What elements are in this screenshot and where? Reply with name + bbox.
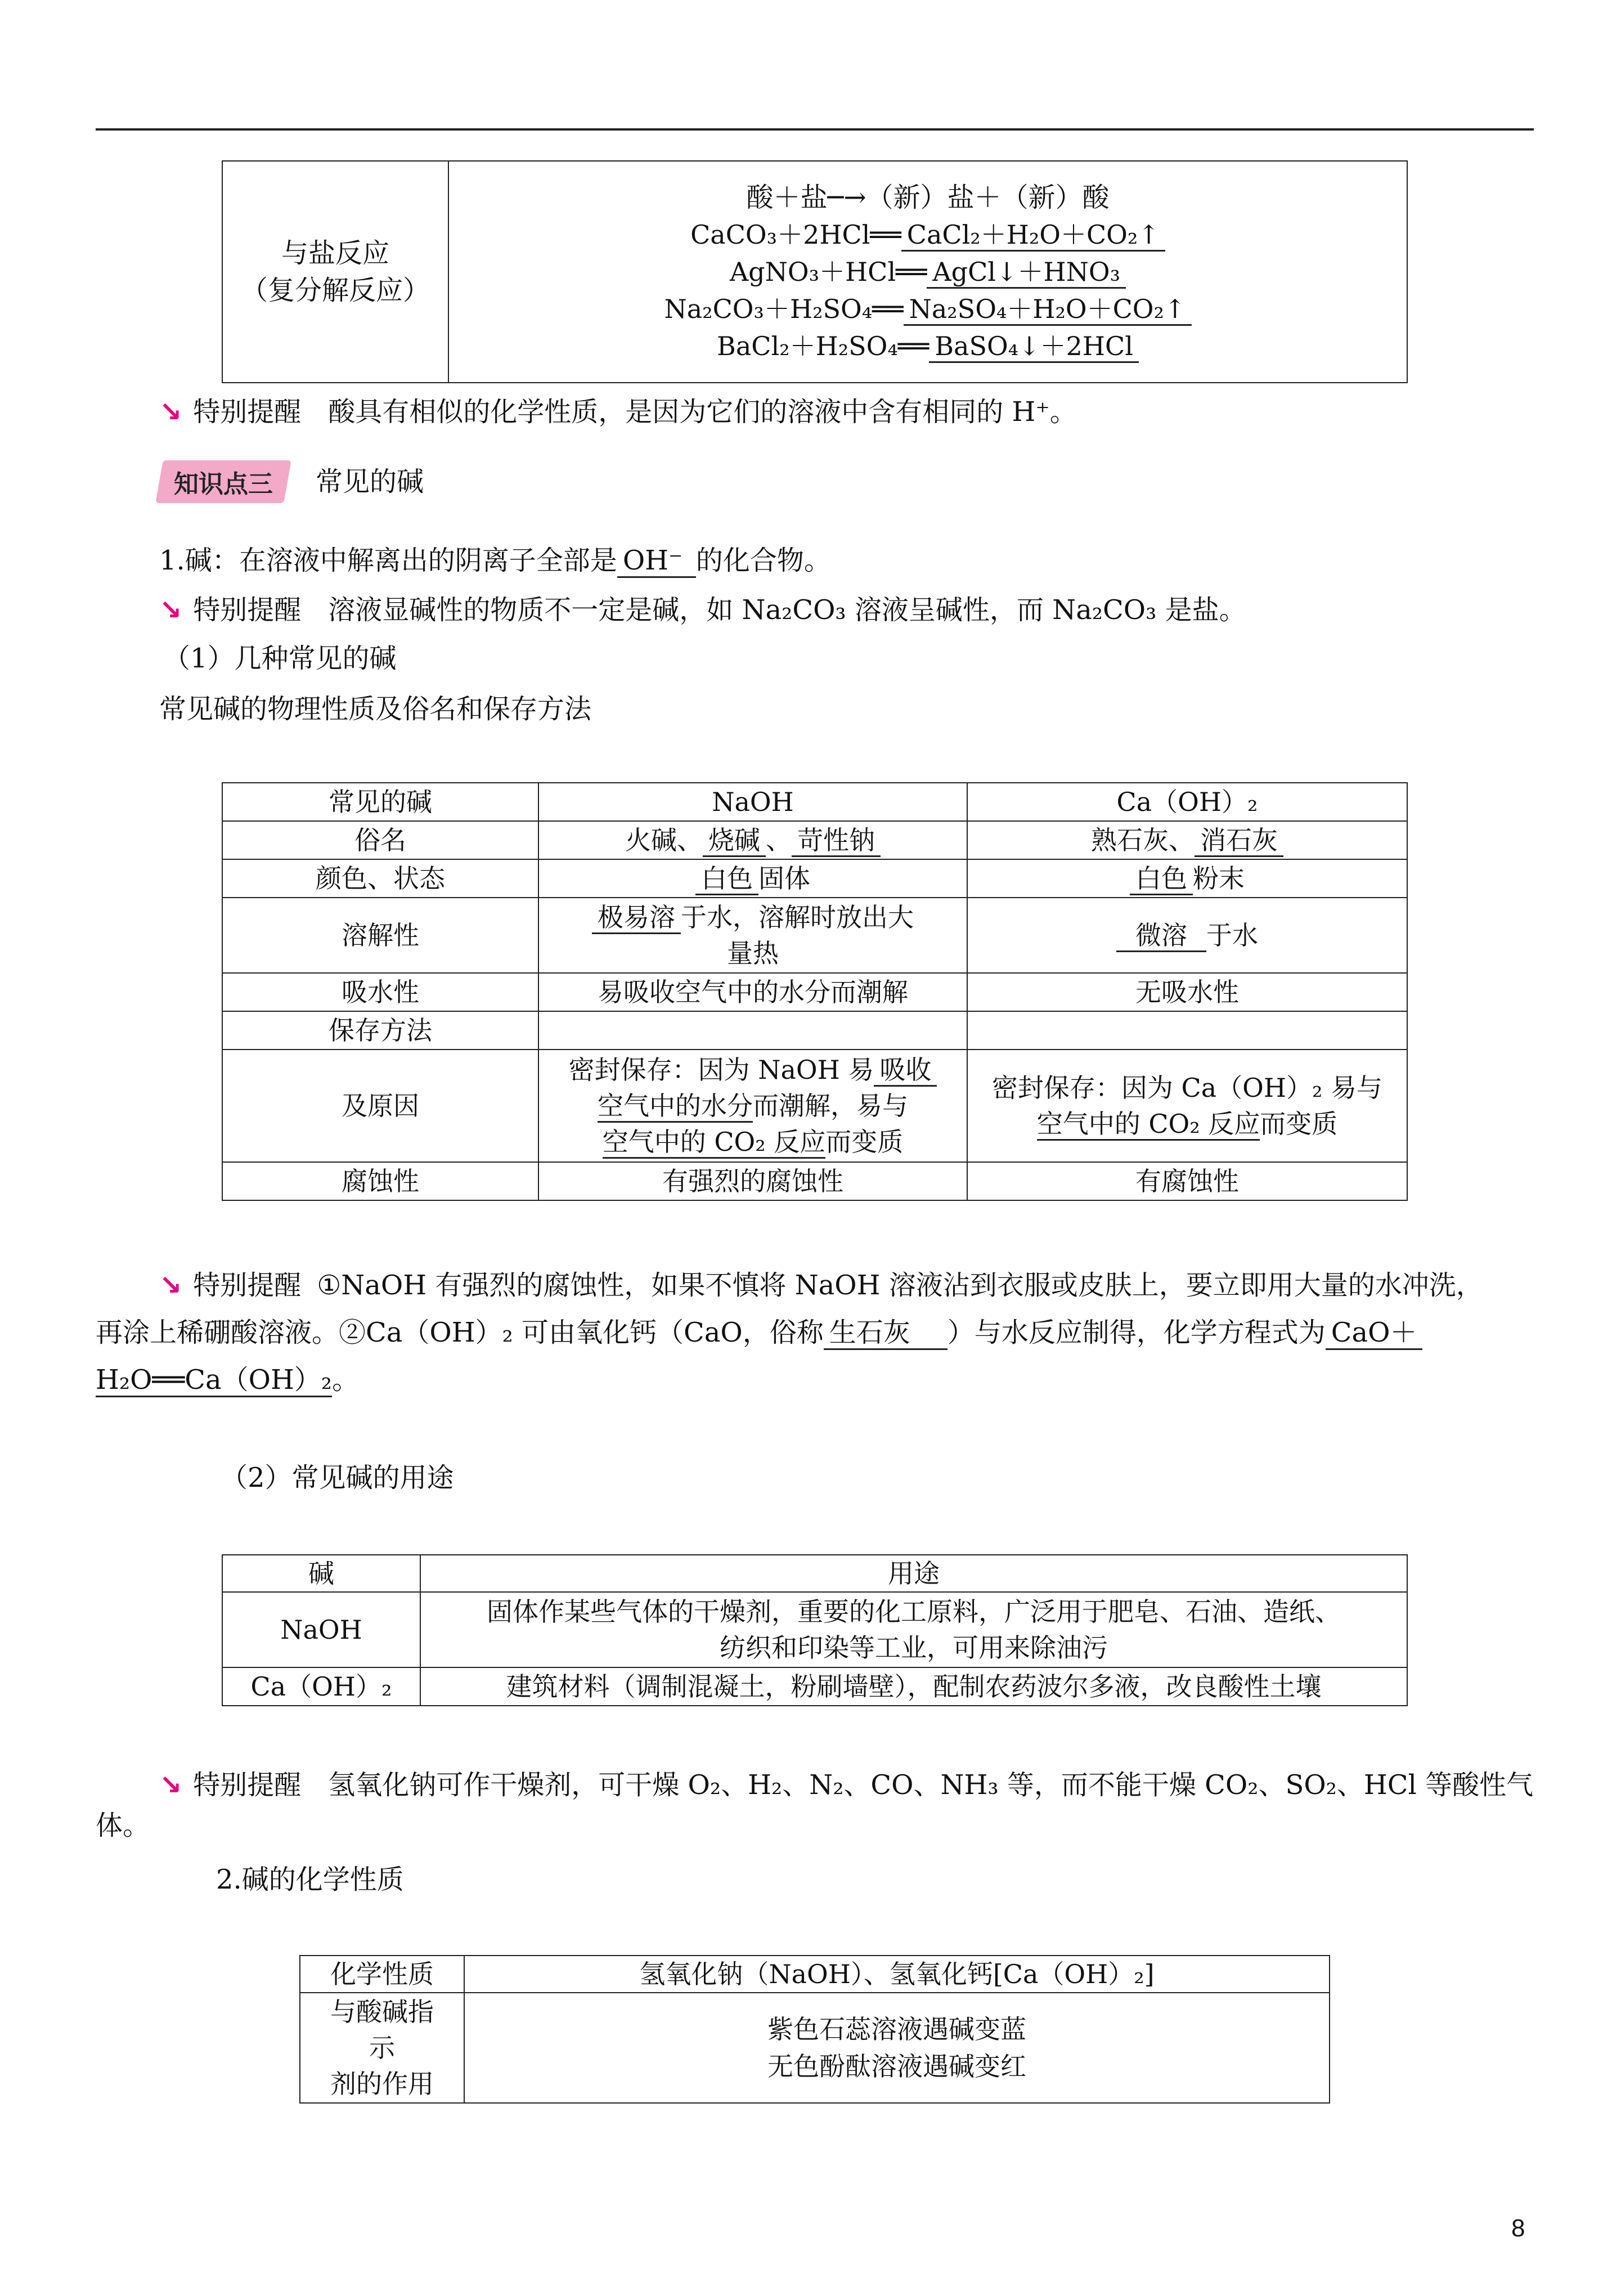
table-cell: 易吸收空气中的水分而潮解 xyxy=(538,973,967,1011)
answer-blank: 极易溶 xyxy=(592,903,681,934)
row-label: 俗名 xyxy=(222,821,538,859)
table-cell: 有腐蚀性 xyxy=(967,1162,1407,1200)
section-2-heading: 2.碱的化学性质 xyxy=(216,1864,404,1895)
answer-blank: 白色 xyxy=(695,864,758,895)
table-cell: 微溶 于水 xyxy=(967,898,1407,973)
row-label: Ca（OH）₂ xyxy=(222,1667,420,1706)
header-cell: 常见的碱 xyxy=(222,783,538,821)
note-arrow-icon: ↘ xyxy=(159,594,182,626)
table-cell xyxy=(538,1011,967,1050)
reaction-type-cell xyxy=(222,161,448,383)
note-head: 特别提醒 xyxy=(193,396,302,428)
header-cell: 碱 xyxy=(222,1555,420,1592)
header-cell: 用途 xyxy=(420,1555,1407,1592)
answer-blank: 空气中的 CO₂ 反应 xyxy=(1037,1109,1260,1141)
table-cell: 固体作某些气体的干燥剂，重要的化工原料，广泛用于肥皂、石油、造纸、 纺织和印染等工业，可用来除油污 xyxy=(420,1592,1407,1667)
table-cell: 熟石灰、 消石灰 xyxy=(967,821,1407,859)
answer-blank: 空气中的水分 xyxy=(598,1091,753,1123)
note-head: 特别提醒 xyxy=(193,1270,302,1301)
answer-blank: 微溶 xyxy=(1116,921,1206,952)
answer-blank: AgCl↓＋HNO₃ xyxy=(927,257,1126,289)
note-text: 溶液显碱性的物质不一定是碱，如 Na₂CO₃ 溶液呈碱性，而 Na₂CO₃ 是盐。 xyxy=(328,594,1246,626)
answer-blank: 烧碱 xyxy=(703,826,766,857)
equation-2: AgNO₃＋HCl══ AgCl↓＋HNO₃ xyxy=(455,253,1401,290)
equation-3: Na₂CO₃＋H₂SO₄══ Na₂SO₄＋H₂O＋CO₂↑ xyxy=(455,290,1401,328)
note-2 xyxy=(159,592,1246,628)
label-line2: （复分解反应） xyxy=(240,275,430,306)
row-label: 溶解性 xyxy=(222,898,538,973)
answer-blank: Na₂SO₄＋H₂O＋CO₂↑ xyxy=(904,294,1192,326)
table-caption: 常见碱的物理性质及俗名和保存方法 xyxy=(159,693,592,725)
note-4: ↘ 特别提醒 氢氧化钠可作干燥剂，可干燥 O₂、H₂、N₂、CO、NH₃ 等，而不能干燥 CO₂、SO₂、HCl 等酸性气 体。 xyxy=(96,1769,1534,1841)
answer-blank: 苛性钠 xyxy=(792,826,881,857)
general-equation: 酸＋盐─→（新）盐＋（新）酸 xyxy=(746,182,1110,213)
row-label: 与酸碱指 示 剂的作用 xyxy=(300,1993,464,2103)
base-uses-table xyxy=(222,1554,1408,1706)
note-head: 特别提醒 xyxy=(193,594,302,626)
equations-cell xyxy=(448,161,1407,383)
header-cell: 氢氧化钠（NaOH）、氢氧化钙[Ca（OH）₂] xyxy=(464,1956,1330,1993)
row-label: NaOH xyxy=(222,1592,420,1667)
table-cell: 火碱、 烧碱 、 苛性钠 xyxy=(538,821,967,859)
note-head: 特别提醒 xyxy=(193,1769,302,1801)
table-cell: 白色 固体 xyxy=(538,859,967,898)
table-cell: 极易溶 于水，溶解时放出大 量热 xyxy=(538,898,967,973)
note-arrow-icon: ↘ xyxy=(159,396,182,428)
note-text: 酸具有相似的化学性质，是因为它们的溶液中含有相同的 H⁺。 xyxy=(328,396,1077,428)
table-cell: 密封保存：因为 NaOH 易 吸收 空气中的水分而潮解，易与 空气中的 CO₂ 反应而变质 xyxy=(538,1050,967,1162)
answer-blank: 空气中的 CO₂ 反应 xyxy=(603,1127,826,1159)
salt-reaction-table xyxy=(222,160,1408,383)
label-line1: 与盐反应 xyxy=(281,237,389,269)
table-cell: 白色 粉末 xyxy=(967,859,1407,898)
note-arrow-icon: ↘ xyxy=(159,1769,182,1801)
base-definition: 1.碱：在溶液中解离出的阴离子全部是 OH⁻ 的化合物。 xyxy=(159,542,831,579)
section-header xyxy=(159,460,424,503)
answer-blank: 吸收 xyxy=(874,1055,937,1087)
table-cell xyxy=(967,1011,1407,1050)
section-title: 常见的碱 xyxy=(316,466,424,497)
note-3: ↘ 特别提醒 ①NaOH 有强烈的腐蚀性，如果不慎将 NaOH 溶液沾到衣服或皮肤上，要立即用大量的水冲洗， 再涂上稀硼酸溶液。②Ca（OH）₂ 可由氧化钙（CaO，俗称 生石灰 ）与水反应制得，化学方程式为 CaO＋ H₂O══Ca（OH）₂。 xyxy=(96,1265,1534,1400)
header-cell: NaOH xyxy=(538,783,967,821)
table-cell: 有强烈的腐蚀性 xyxy=(538,1162,967,1200)
table-cell: 无吸水性 xyxy=(967,973,1407,1011)
chemical-properties-table xyxy=(299,1955,1330,2104)
page-number: 8 xyxy=(1511,2214,1525,2242)
note-1 xyxy=(159,394,1077,430)
note-arrow-icon: ↘ xyxy=(159,1270,182,1301)
section-badge: 知识点三 xyxy=(155,460,291,503)
header-rule xyxy=(96,128,1534,131)
answer-blank: BaSO₄↓＋2HCl xyxy=(929,331,1139,363)
row-label: 吸水性 xyxy=(222,973,538,1011)
table-cell: 密封保存：因为 Ca（OH）₂ 易与 空气中的 CO₂ 反应而变质 xyxy=(967,1050,1407,1162)
answer-blank: CaO＋ xyxy=(1326,1317,1423,1350)
header-cell: 化学性质 xyxy=(300,1956,464,1993)
table-cell: 紫色石蕊溶液遇碱变蓝 无色酚酞溶液遇碱变红 xyxy=(464,1993,1330,2103)
table-cell: 建筑材料（调制混凝土，粉刷墙壁），配制农药波尔多液，改良酸性土壤 xyxy=(420,1667,1407,1706)
answer-blank: OH⁻ xyxy=(617,545,696,578)
equation-4: BaCl₂＋H₂SO₄══ BaSO₄↓＋2HCl xyxy=(455,328,1401,365)
subheading-2: （2）常见碱的用途 xyxy=(221,1462,454,1494)
answer-blank: CaCl₂＋H₂O＋CO₂↑ xyxy=(901,220,1165,252)
answer-blank: 白色 xyxy=(1130,864,1193,895)
row-label: 保存方法 xyxy=(222,1011,538,1050)
answer-blank: 消石灰 xyxy=(1195,826,1283,857)
answer-blank: 生石灰 xyxy=(824,1317,948,1350)
answer-blank: H₂O══Ca（OH）₂ xyxy=(96,1364,332,1397)
row-label: 及原因 xyxy=(222,1050,538,1162)
base-properties-table xyxy=(222,782,1408,1201)
row-label: 腐蚀性 xyxy=(222,1162,538,1200)
row-label: 颜色、状态 xyxy=(222,859,538,898)
subheading-1: （1）几种常见的碱 xyxy=(163,643,397,674)
equation-1: CaCO₃＋2HCl══ CaCl₂＋H₂O＋CO₂↑ xyxy=(455,216,1401,253)
header-cell: Ca（OH）₂ xyxy=(967,783,1407,821)
